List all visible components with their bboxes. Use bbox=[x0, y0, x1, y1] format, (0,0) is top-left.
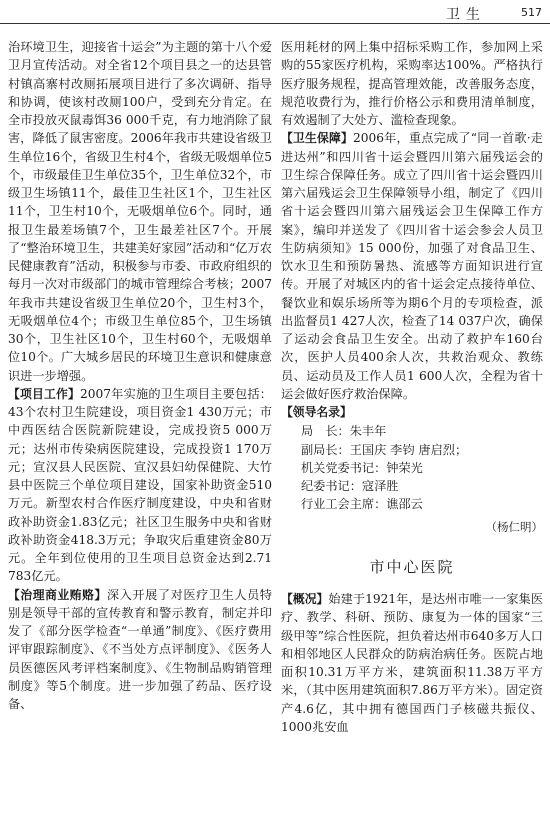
page-number: 517 bbox=[521, 6, 542, 19]
leaders-list bbox=[281, 422, 543, 513]
leader-row: 机关党委书记：钟荣光 bbox=[301, 460, 423, 475]
right-column bbox=[281, 38, 543, 736]
section-tag-health-support: 【卫生保障】 bbox=[281, 131, 353, 146]
leader-row: 副局长：王国庆 李钧 唐启烈； bbox=[301, 442, 468, 457]
paragraph-projects bbox=[8, 385, 272, 586]
leader-row: 局 长：朱丰年 bbox=[301, 424, 387, 439]
page-header bbox=[0, 0, 550, 28]
paragraph-health-support bbox=[281, 129, 543, 403]
leaders-heading bbox=[281, 403, 543, 421]
leader-row: 行业工会主席：谯邵云 bbox=[301, 497, 423, 512]
section-title: 卫生 bbox=[446, 7, 486, 23]
paragraph-health-support-text: 2006年，重点完成了“同一首歌·走进达州”和四川省十运会暨四川第六届残运会的卫生综合保障任务。成立了四川省十运会暨四川第六届残运会卫生保障领导小组，制定了《四川省十运会暨四川第六届残运会卫生保障工作方案》，编印并送发了《四川省十运会参会人员卫生防病须知》15 000份，加强了对食品卫生、饮水卫生和预防暑热、流感等方面知识进行宣传。开展了对城区内的省十运会定点接待单位、餐饮业和娱乐场所等为期6个月的专项检查，派出监督员1 427人次，检查了14 037户次，确保了运动会食品卫生安全。出动了救护车160台次，医护人员400余人次，共救治观众、教练员、运动员及工作人员1 600人次，全程为省十运会做好医疗救治保障。 bbox=[281, 131, 543, 401]
paragraph-environment: 治环境卫生，迎接省十运会”为主题的第十八个爱卫月宣传活动。对全省12个项目县之一的达县管村镇高寨村改厕拓展项目进行了多次调研、指导和协调，使该村改厕100户，受到充分肯定。在全市投放灭鼠毒饵36 000千克，有力地消除了鼠害，降低了鼠害密度。2006年我市共建设省级卫生单位16个，省级卫生村4个，省级无吸烟单位5个，市级最佳卫生单位35个，卫生单位32个，市级卫生场镇11个，最佳卫生社区1个，卫生社区11个，卫生村10个，无吸烟单位6个。同时，通报卫生最差场镇7个，卫生最差社区7个。开展了“整治环境卫生，共建美好家园”活动和“亿万农民健康教育”活动，积极参与市委、市政府组织的每月一次对市级部门的城市管理综合考核；2007年我市共建设省级卫生单位20个，卫生村3个，无吸烟单位4个；市级卫生单位85个，卫生场镇30个，卫生社区10个，卫生村60个，无吸烟单位10个。广大城乡居民的环境卫生意识和健康意识进一步增强。 bbox=[8, 40, 272, 383]
section-tag-overview: 【概况】 bbox=[281, 592, 329, 606]
department-title: 市中心医院 bbox=[369, 557, 455, 576]
paragraph-bribery-text: 深入开展了对医疗卫生人员特别是领导干部的宣传教育和警示教育，制定并印发了《部分医学检查“一单通”制度》、《医疗费用评审跟踪制度》、《不当处方点评制度》、《医务人员医德医风考评档案制度》、《生物制品购销管理制度》等5个制度。进一步加强了药品、医疗设备、 bbox=[8, 587, 272, 711]
paragraph-procurement: 医用耗材的网上集中招标采购工作，参加网上采购的55家医疗机构，采购率达100%。严格执行医疗服务规程，提高管理效能，改善服务态度，规范收费行为，推行价格公示和费用清单制度，有效遏制了大处方、滥检查现象。 bbox=[281, 40, 543, 127]
paragraph-projects-text: 2007年实施的卫生项目主要包括：43个农村卫生院建设，项目资金1 430万元；市中西医结合医院新院建设，完成投资5 000万元；达州市传染病医院建设，完成投资1 170万元；宣汉县人民医院、宣汉县妇幼保健院、大竹县中医院三个单位项目建设，国家补助资金510万元。新型农村合作医疗制度建设，中央和省财政补助资金1.83亿元；社区卫生服务中央和省财政补助资金418.3万元；争取灾后重建资金80万元。全年到位使用的卫生项目总资金达到2.71 783亿元。 bbox=[8, 386, 272, 584]
author-signature: （杨仁明） bbox=[485, 519, 543, 534]
section-tag-leaders: 【领导名录】 bbox=[281, 405, 352, 419]
section-tag-bribery: 【治理商业贿赂】 bbox=[8, 587, 107, 602]
paragraph-overview bbox=[281, 590, 543, 736]
paragraph-overview-text: 始建于1921年，是达州市唯一一家集医疗、教学、科研、预防、康复为一体的国家“三级甲等”综合性医院，担负着达州市640多万人口和相邻地区人民群众的防病治病任务。医院占地面积10.31万平方米，建筑面积11.38万平方米，（其中医用建筑面积7.86万平方米）。固定资产4.6亿，其中拥有德国西门子核磁共振仪、1000兆安血 bbox=[281, 592, 543, 734]
left-column bbox=[8, 38, 272, 713]
section-tag-projects: 【项目工作】 bbox=[8, 386, 80, 401]
header-rule bbox=[0, 23, 550, 24]
leader-row: 纪委书记：寇泽胜 bbox=[301, 479, 399, 493]
paragraph-bribery bbox=[8, 586, 272, 714]
